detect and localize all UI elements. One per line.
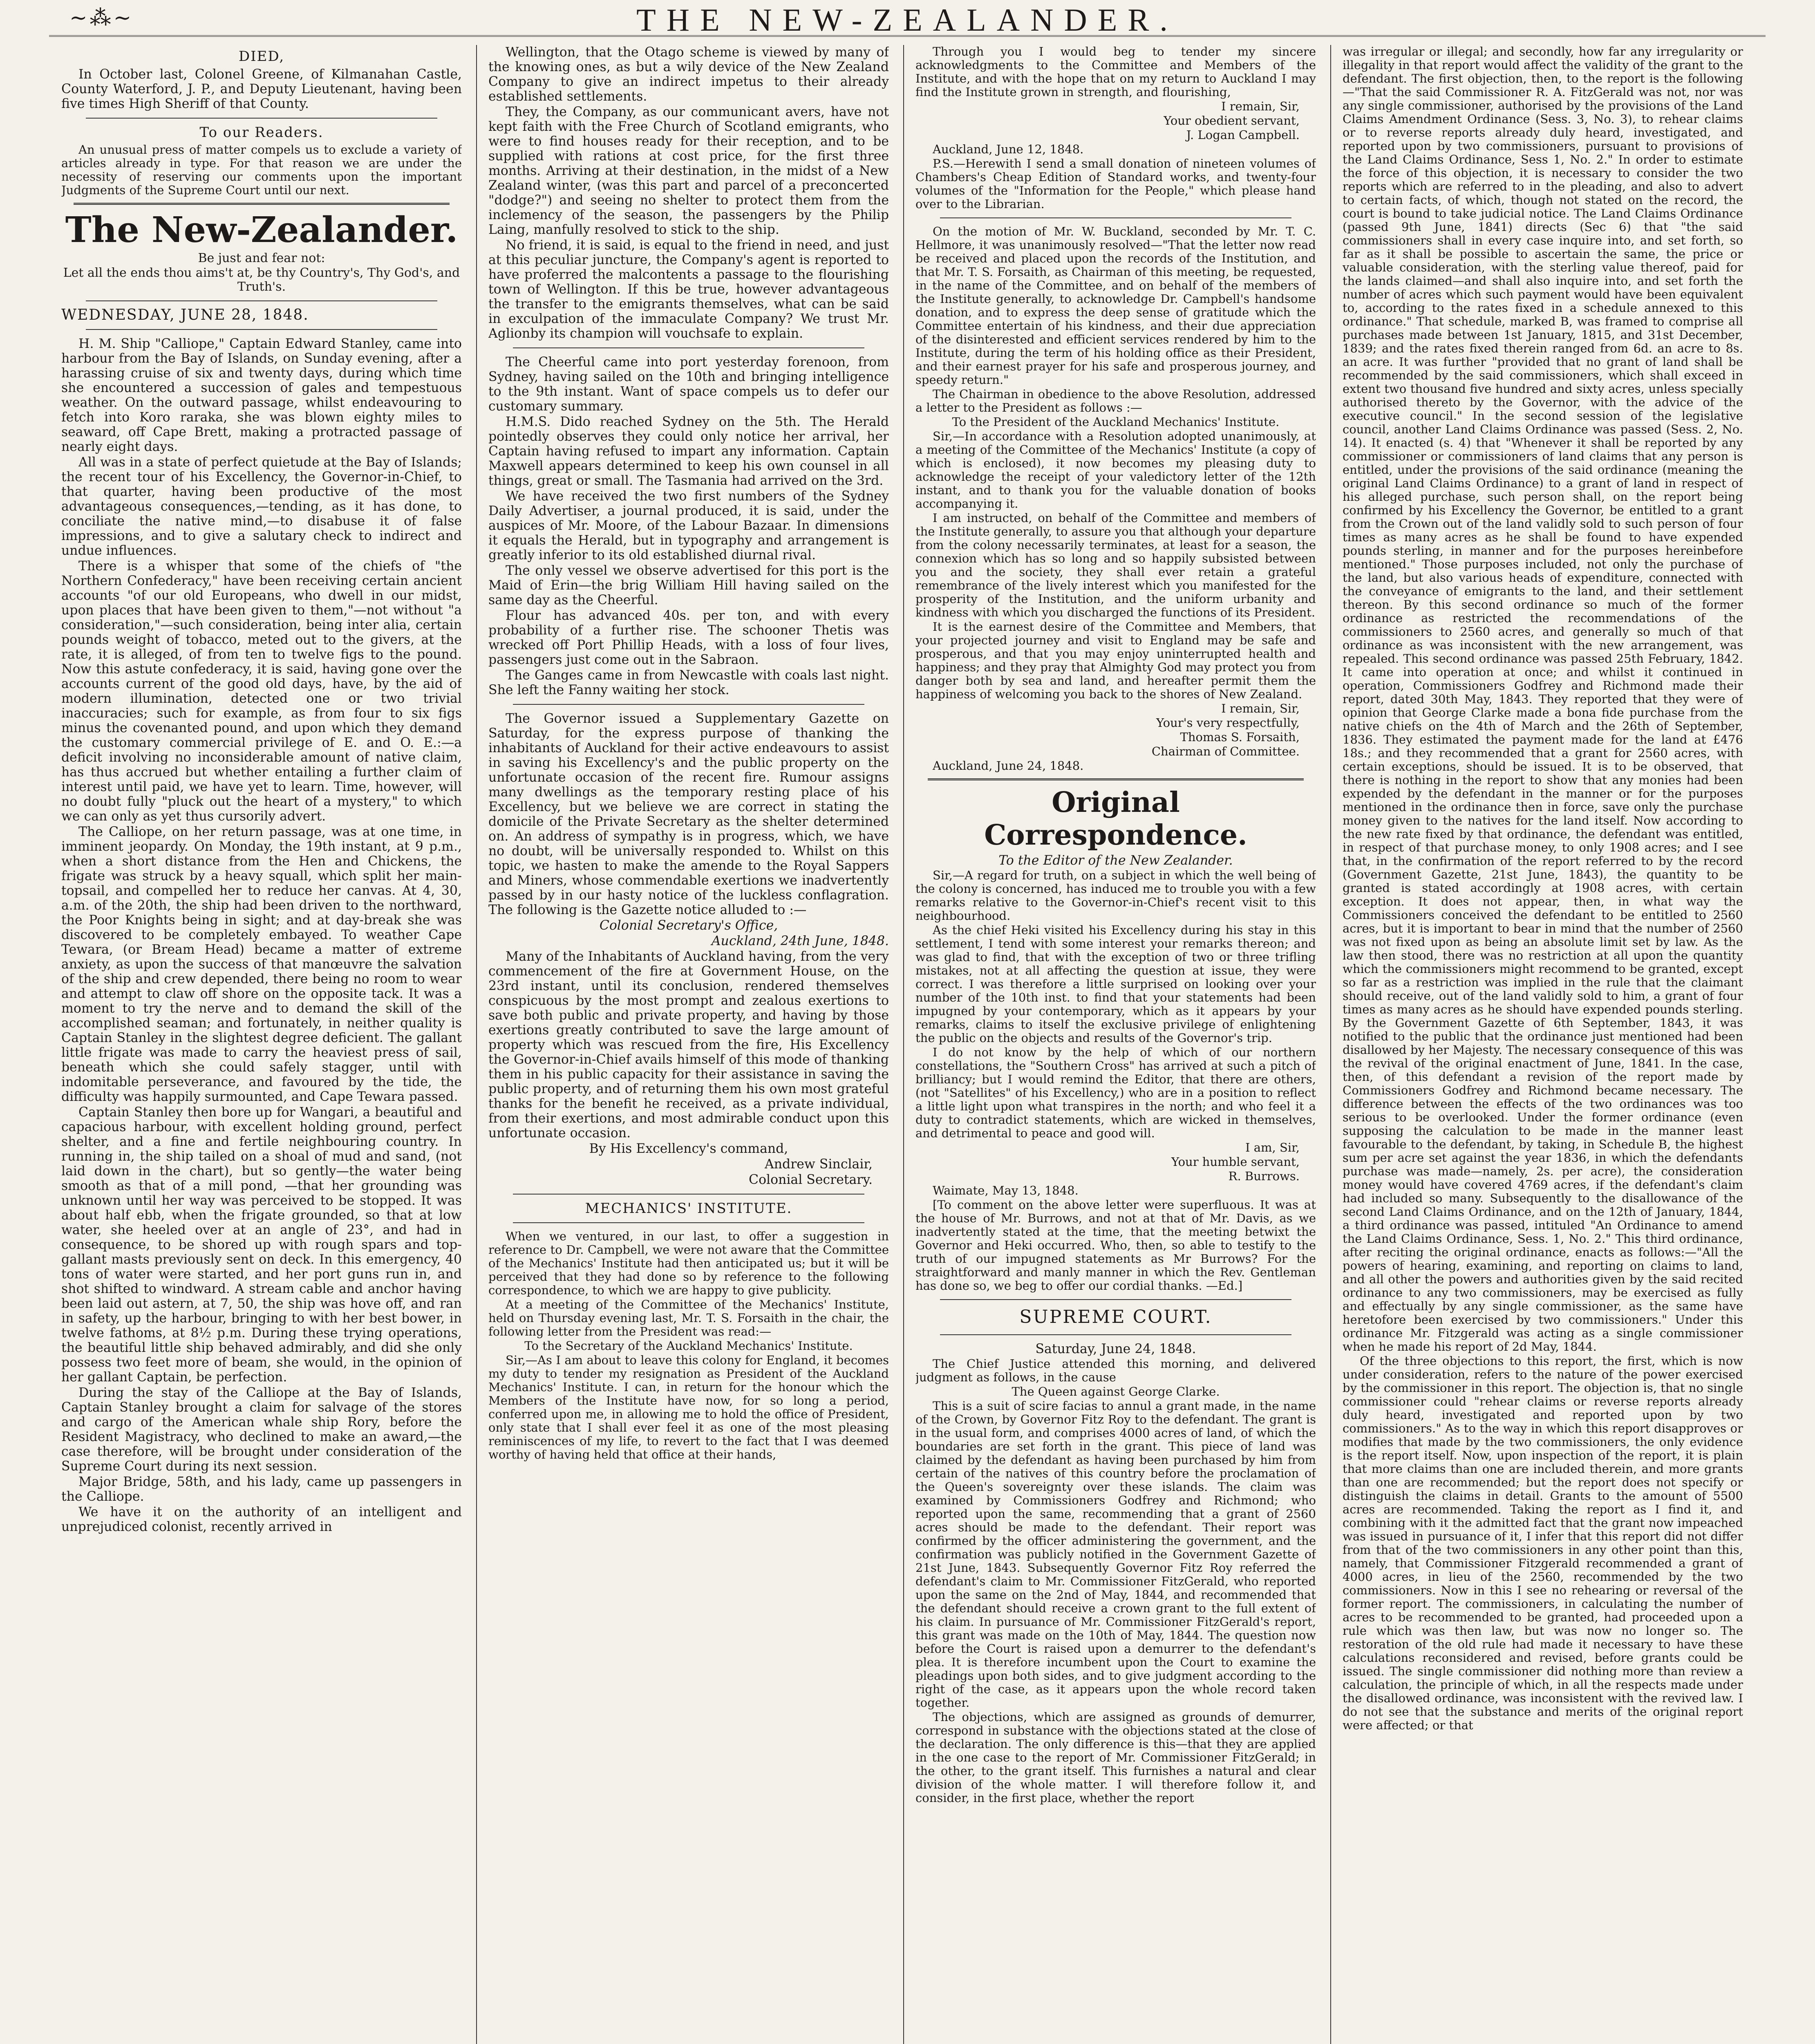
section-rule (940, 217, 1291, 218)
signature-line: Chairman of Committee. (1151, 744, 1300, 758)
gazette-office: Colonial Secretary's Office, (599, 918, 778, 933)
article-paragraph: We have it on the authority of an intelligent and unprejudiced colonist, recently arrived in (61, 1505, 462, 1534)
mechanics-heading: MECHANICS' INSTITUTE. (585, 1200, 792, 1217)
article-paragraph: The Cheerful came into port yesterday forenoon, from Sydney, having sailed on the 10th and bringing intelligence to the 9th instant. Want of space compels us to defer our customary summary. (488, 355, 889, 414)
court-case-title: The Queen against George Clarke. (1012, 1385, 1220, 1399)
article-paragraph: Wellington, that the Otago scheme is viewed by many of the knowing ones, as but a wily device of the New Zealand Company to give an indirect impetus to their already established settlements. (488, 45, 889, 104)
article-paragraph: It is the earnest desire of the Committee and Members, that your projected journey and visit to England may be safe and prosperous, and that you may enjoy uninterrupted health and happiness; and they pray that Almighty God may protect you from danger both by sea and land, and hereafter permit them the happiness of welcoming you back to the shores of New Zealand. (915, 620, 1316, 701)
court-heading: SUPREME COURT. (1019, 1307, 1212, 1327)
signature-line: Your humble servant, (1171, 1155, 1300, 1169)
article-paragraph: The Calliope, on her return passage, was at one time, in imminent jeopardy. On Monday, the 19th instant, at 9 p.m., when a short distance from the Hen and Chickens, the frigate was struck by a heavy squall, which split her main-topsail, and compelled her to reduce her canvas. At 4, 30, a.m. of the 20th, the ship had been driven to the northward, the Poor Knights being in sight; and at day-break she was discovered to be completely embayed. To weather Cape Tewara, (or Bream Head) became a matter of extreme anxiety, as upon the success of that manœuvre the salvation of the ship and crew depended, there being no room to wear and attempt to claw off shore on the opposite tack. It was a moment to try the nerve and to demand the skill of the accomplished seaman; and fortunately, in neither quality is Captain Stanley in the slightest degree deficient. The gallant little frigate was made to carry the heaviest press of sail, beneath which she could safely stagger, until with indomitable perseverance, and favoured by the tide, the difficulty was happily surmounted, and Cape Tewara passed. (61, 825, 462, 1104)
section-rule (940, 1334, 1291, 1335)
article-paragraph: The only vessel we observe advertised for this port is the Maid of Erin—the brig William Hill having sailed on the same day as the Cheerful. (488, 563, 889, 607)
section-rule (928, 778, 1304, 780)
gazette-signature-3: Colonial Secretary. (748, 1172, 873, 1187)
letter-place: Auckland, June 24, 1848. (933, 759, 1084, 773)
article-paragraph: H.M.S. Dido reached Sydney on the 5th. The Herald pointedly observes they could only notice her arrival, her Captain having refused to impart any information. Captain Maxwell appears determined to keep his own counsel in all things, great or small. The Tasmania had arrived on the 3rd. (488, 415, 889, 488)
died-heading: DIED, (238, 48, 285, 65)
paper-title: The New-Zealander. (65, 209, 458, 251)
signature-line: I am, Sir, (1245, 1141, 1300, 1154)
section-rule (86, 329, 437, 330)
gazette-signature-2: Andrew Sinclair, (765, 1157, 873, 1172)
signature-line: I remain, Sir, (1221, 702, 1300, 715)
signature-line: Your obedient servant, (1164, 114, 1300, 128)
section-rule (86, 300, 437, 301)
editor-note: [To comment on the above letter were superfluous. It was at the house of Mr. Burrows, and not at that of Mr. Davis, as we inadvertently stated at the time, that the meeting betwixt the Governor and Heki occurred. Who, then, so able to testify to the truth of our impugned statements as Mr Burrows? For the straightforward and manly manner in which the Rev. Gentleman has done so, we beg to offer our cordial thanks. —Ed.] (915, 1198, 1316, 1293)
gazette-notice: Many of the Inhabitants of Auckland having, from the very commencement of the fire at Government House, on the 23rd instant, until its conclusion, rendered themselves conspicuous by the most prompt and zealous exertions to save both public and private property, and having by those exertions greatly contributed to save the large amount of property which was rescued from the fire, His Excellency the Governor-in-Chief avails himself of this mode of thanking them in his public capacity for their assistance in saving the public property, and of returning them his own most grateful thanks for the benefit he received, as a private individual, from their exertions, and most admirable conduct upon this unfortunate occasion. (488, 949, 889, 1141)
letter-place: Auckland, June 12, 1848. (933, 142, 1084, 156)
article-paragraph: When we ventured, in our last, to offer a suggestion in reference to Dr. Campbell, we were not aware that the Committee of the Mechanics' Institute had then anticipated us; but it will be perceived that they had done so by reference to the following correspondence, to which we are happy to give publicity. (488, 1229, 889, 1297)
signature-line: Your's very respectfully, (1156, 716, 1300, 730)
section-rule (513, 347, 864, 348)
article-paragraph: As the chief Heki visited his Excellency during his stay in this settlement, I tend with some interest your remarks thereon; and was glad to find, that with the exception of two or three trifling mistakes, not at all affecting the question at issue, they were correct. I was therefore a little surprised on looking over your number of the 10th inst. to find that your statements had been impugned by your contemporary, which as it appears by your remarks, claims to itself the exclusive privilege of enlightening the public on the objects and results of the Governor's trip. (915, 923, 1316, 1045)
issue-dateline: WEDNESDAY, JUNE 28, 1848. (61, 307, 309, 323)
motto-line-2: Let all the ends thou aims't at, be thy Country's, Thy God's, and Truth's. (63, 266, 460, 294)
letter-place: Waimate, May 13, 1848. (933, 1183, 1079, 1197)
article-paragraph: I am instructed, on behalf of the Committee and members of the Institute generally, to assure you that although your departure from the colony necessarily terminates, at least for a season, the connexion which has so long and so happily subsisted between you and the society, they shall ever retain a grateful remembrance of the lively interest which you manifested for the prosperity of the Institution, and the uniform urbanity and kindness with which you discharged the functions of its President. (915, 511, 1316, 619)
article-paragraph: The objections, which are assigned as grounds of demurrer, correspond in substance with the objections stated at the close of the declaration. The only difference is this—that they are applied in the one case to the report of Mr. Commissioner FitzGerald; in the other, to the grant itself. This furnishes a natural and clear division of the whole matter. I will therefore follow it, and consider, in the first place, whether the report (915, 1710, 1316, 1805)
article-paragraph: There is a whisper that some of the chiefs of "the Northern Confederacy," have been receiving certain ancient accounts "of our old Europeans, who dwell in our midst, upon places that have been given to them,"—not without "a consideration,"—such consideration, being inter alia, certain pounds weight of tobacco, meted out to the givers, at the rate, it is alleged, of from ten to twelve figs to the pound. Now this astute confederacy, it is said, having gone over the accounts current of the good old days, have, by the aid of modern illumination, detected one or two trivial inaccuracies; such for example, as from four to six figs minus the covenanted pound, and upon which they demand the customary commercial privilege of E. and O. E.:—a deficit involving no inconsiderable amount of native claim, has thus accrued but whether entailing a further claim of interest until paid, we have yet to learn. Time, however, will no doubt fully "pluck out the heart of a mystery," to which we can only as yet thus cursorily advert. (61, 559, 462, 824)
signature-name: R. Burrows. (1228, 1169, 1300, 1183)
died-notice: In October last, Colonel Greene, of Kilmanahan Castle, County Waterford, J. P., and Deputy Lieutenant, having been five times High Sheriff of that County. (61, 67, 462, 111)
masthead-ornament: ~⁂~ (69, 6, 134, 30)
section-rule (86, 118, 437, 119)
masthead (49, 0, 1766, 37)
article-paragraph: No friend, it is said, is equal to the friend in need, and just at this peculiar juncture, the Company's agent is reported to have proferred the malcontents a passage to the flourishing town of Wellington. If this be true, however advantageous the transfer to the emigrants themselves, what can be said in exculpation of the immaculate Company? We trust Mr. Aglionby its champion will vouchsafe to explain. (488, 238, 889, 341)
article-paragraph: The Chairman in obedience to the above Resolution, addressed a letter to the President as follows :— (915, 387, 1316, 415)
section-rule (940, 1299, 1291, 1300)
article-paragraph: We have received the two first numbers of the Sydney Daily Advertiser, a journal produced, it is said, under the auspices of Mr. Moore, of the Labour Bazaar. In dimensions it equals the Herald, but in typography and arrangement is greatly inferior to its old established diurnal rival. (488, 489, 889, 563)
article-paragraph: Major Bridge, 58th, and his lady, came up passengers in the Calliope. (61, 1475, 462, 1504)
article-paragraph: Through you I would beg to tender my sincere acknowledgments to the Committee and Members of the Institute, and with the hope that on my return to Auckland I may find the Institute grown in strength, and flourishing, (915, 45, 1316, 99)
article-paragraph: The Ganges came in from Newcastle with coals last night. She left the Fanny waiting her stock. (488, 668, 889, 697)
article-paragraph: The Chief Justice attended this morning, and delivered judgment as follows, in the cause (915, 1357, 1316, 1384)
column-2 (488, 45, 889, 2044)
article-paragraph: Sir,—In accordance with a Resolution adopted unanimously, at a meeting of the Committee of the Mechanics' Institute (a copy of which is enclosed), it now becomes my pleasing duty to acknowledge the receipt of your valedictory letter of the 12th instant, and to thank you for the valuable donation of books accompanying it. (915, 429, 1316, 511)
court-date: Saturday, June 24, 1848. (1035, 1342, 1196, 1356)
article-paragraph: On the motion of Mr. W. Buckland, seconded by Mr. T. C. Hellmore, it was unanimously resolved—"That the letter now read be received and placed upon the records of the Institution, and that Mr. T. S. Forsaith, as Chairman of this meeting, be requested, in the name of the Committee, and on behalf of the members of the Institute generally, to acknowledge Dr. Campbell's handsome donation, and to express the deep sense of gratitude which the Committee entertain of his kindness, and their due appreciation of the disinterested and efficient services rendered by him to the Institute, during the term of his holding office as their President, and their earnest prayer for his safe and prosperous journey, and speedy return." (915, 224, 1316, 387)
section-rule (513, 704, 864, 705)
article-paragraph: The Governor issued a Supplementary Gazette on Saturday, for the express purpose of thanking the inhabitants of Auckland for their active endeavours to assist in saving his Excellency's and the public property on the unfortunate occasion of the recent fire. Rumour assigns many dwellings as the temporary resting place of his Excellency, but we believe we are correct in stating the domicile of the Private Secretary as the shelter determined on. An address of sympathy is in progress, which, we have no doubt, will be universally responded to. Whilst on this topic, we hasten to make the amende to the Royal Sappers and Miners, whose commendable exertions we inadvertently passed by in our hasty notice of the luckless conflagration. The following is the Gazette notice alluded to :— (488, 711, 889, 917)
section-rule (513, 1194, 864, 1195)
article-paragraph: Flour has advanced 40s. per ton, and with every probability of a further rise. The schooner Thetis was wrecked off Port Phillip Heads, with a loss of four lives, passengers just come out in the Sabraon. (488, 608, 889, 667)
column-rule (1330, 45, 1331, 2044)
section-rule (74, 203, 450, 205)
article-paragraph: During the stay of the Calliope at the Bay of Islands, Captain Stanley brought a claim for salvage of the stores and cargo of the American whale ship Rory, before the Resident Magistracy, who declined to make an award,—the case therefore, will be brought under consideration of the Supreme Court during its next session. (61, 1385, 462, 1474)
article-paragraph: Sir,—As I am about to leave this colony for England, it becomes my duty to tender my resignation as President of the Auckland Mechanics' Institute. I can, in return for the honour which the Members of the Institute have now, for so long a period, conferred upon me, in allowing me to hold the office of President, only state that I shall ever feel it as one of the most pleasing reminiscences of my life, to revert to the fact that I was deemed worthy of having held that office at their hands, (488, 1353, 889, 1461)
article-paragraph: They, the Company, as our communicant avers, have not kept faith with the Free Church of Scotland emigrants, who were to find houses ready for their reception, and to be supplied with rations at cost price, for the first three months. Arriving at their destination, in the midst of a New Zealand winter, (was this part and parcel of a preconcerted "dodge?") and seeing no shelter to protect them from the inclemency of the season, the passengers by the Philip Laing, manfully resolved to stick to the ship. (488, 105, 889, 237)
postscript: P.S.—Herewith I send a small donation of nineteen volumes of Chambers's Cheap Edition of Standard works, and twenty-four volumes of the "Information for the People," which please hand over to the Librarian. (915, 157, 1316, 211)
readers-notice: An unusual press of matter compels us to exclude a variety of articles already in type. For that reason we are under the necessity of reserving our comments upon the important Judgments of the Supreme Court until our next. (61, 143, 462, 197)
article-paragraph: At a meeting of the Committee of the Mechanics' Institute, held on Thursday evening last, Mr. T. S. Forsaith in the chair, the following letter from the President was read:— (488, 1298, 889, 1338)
column-1 (61, 45, 462, 2044)
letter-address: To the President of the Auckland Mechanics' Institute. (952, 415, 1280, 429)
section-rule (513, 1222, 864, 1223)
article-paragraph: I do not know by the help of which of our northern constellations, the "Southern Cross" has arrived at such a pitch of brilliancy; but I would remind the Editor, that there are others, (not "Satellites" of his Excellency,) who are in a position to reflect a little light upon what transpires in the north; and who feel it a duty to contradict statements, which are wicked in themselves, and detrimental to peace and good will. (915, 1045, 1316, 1140)
correspondence-heading: Original Correspondence. (984, 786, 1247, 852)
article-paragraph: H. M. Ship "Calliope," Captain Edward Stanley, came into harbour from the Bay of Islands, on Sunday evening, after a harassing cruise of six and twenty days, during which time she encountered a succession of gales and tempestuous weather. On the outward passage, whilst endeavouring to fetch into Koro raraka, she was blown eighty miles to seaward, off Cape Brett, making a protracted passage of nearly eight days. (61, 336, 462, 454)
newspaper-nameplate: THE NEW-ZEALANDER. (636, 2, 1178, 38)
column-rule (903, 45, 904, 2044)
article-paragraph: was irregular or illegal; and secondly, how far any irregularity or illegality in that report would affect the validity of the grant to the defendant. The first objection, then, to the report is the following—"That the said Commissioner R. A. FitzGerald was not, nor was any single commissioner, authorised by the provisions of the Land Claims Amendment Ordinance (Sess. 3, No. 3), to rehear claims or to reverse reports already duly heard, investigated, and reported upon by two commissioners, pursuant to provisions of the Land Claims Ordinance, Sess 1, No. 2." In order to estimate the force of this objection, it is necessary to consider the two reports which are referred to in the pleading, and also to advert to certain facts, of which, though not stated on the record, the court is bound to take judicial notice. The Land Claims Ordinance (passed 9th June, 1841) directs (Sec 6) that "the said commissioners shall in every case inquire into, and set forth, so far as it shall be possible to ascertain the same, the price or valuable consideration, with the sterling value thereof, paid for the lands claimed—and shall also inquire into, and set forth the number of acres which such payment would have been equivalent to, according to the rates fixed in a schedule annexed to this ordinance." That schedule, marked B, was framed to comprise all purchases made between 1st January, 1815, and 31st December, 1839; and the rates fixed therein ranged from 6d. an acre to 8s. an acre. It was further "provided that no grant of land shall be recommended by the said commissioners, which shall exceed in extent two thousand five hundred and sixty acres, unless specially authorised thereto by the Governor, with the advice of the executive council." In the second session of the legislative council, another Land Claims Ordinance was passed (Sess. 2, No. 14). It enacted (s. 4) that "Whenever it shall be reported by any commissioner or commissioners of land claims that any person is entitled, under the provisions of the said ordinance (meaning the original Land Claims Ordinance) to a grant of land in respect of his alleged purchase, such person shall, on the report being confirmed by his Excellency the Governor, be entitled to a grant from the Crown out of the land validly sold to such person of four times as many acres as he shall be found to have expended pounds sterling, in manner and for the purposes hereinbefore mentioned." Those purposes included, not only the purchase of the land, but also various heads of expenditure, connected with the conveyance of emigrants to the land, and their settlement thereon. By this second ordinance so much of the former ordinance as restricted the recommendations of the commissioners to 2560 acres, and generally so much of that ordinance as was inconsistent with the new arrangement, was repealed. This second ordinance was passed 25th February, 1842. It came into operation at once; and whilst it continued in operation, Commissioners Godfrey and Richmond made their report, dated 30th May, 1843. They reported that they were of opinion that George Clarke made a bona fide purchase from the native chiefs on the 4th of March and the 26th of September, 1836. They estimated the payment made for the land at £476 18s.; and they recommended that a grant for 2560 acres, with certain exceptions, should be issued. It is to be observed, that there is nothing in the report to show that any monies had been expended by the defendant in the manner or for the purposes mentioned in the ordinance then in force, save only the purchase money given to the natives for the land itself. Now according to the new rate fixed by that ordinance, the defendant was entitled, in respect of that purchase money, to only 1908 acres; and I see that, in the confirmation of the report referred to by the record (Government Gazette, 21st June, 1843), the quantity to be granted is stated accordingly at 1908 acres, with certain exception. It does not appear, then, in what way the Commissioners conceived the defendant to be entitled to 2560 acres, but it is important to bear in mind that the number of 2560 was not fixed upon as being an absolute limit set by law. As the law then stood, there was no restriction at all upon the quantity which the commissioners might recommend to be granted, except so far as a restriction was implied in the rule that the claimant should receive, out of the land validly sold to him, a grant of four times as many acres as he should have expended pounds sterling. By the Government Gazette of 6th September, 1843, it was notified to the public that the ordinance just mentioned had been disallowed by her Majesty. The necessary consequence of this was the revival of the original enactment of June, 1841. In the case, then, of this defendant a revision of the report made by Commissioners Godfrey and Richmond became necessary. The difference between the effects of the two ordinances was too serious to be overlooked. Under the former ordinance (even supposing the calculation to be made in the manner least favourable to the defendant, by taking, in Schedule B, the highest sum per acre set against the year 1836, in which the defendants purchase was made—namely, 2s. per acre), the consideration money would have covered 4769 acres, if the defendant's claim had included so many. Subsequently to the disallowance of the second Land Claims Ordinance, and on the 12th of January, 1844, a third ordinance was passed, intituled "An Ordinance to amend the Land Claims Ordinance, Sess. 1, No. 2." This third ordinance, after reciting the original ordinance, enacts as follows:—"All the powers of hearing, examining, and reporting on claims to land, and all other the powers and authorities given by the said recited ordinance to any two commissioners, may be exercised as fully and effectually by any single commissioner, as the same have heretofore been exercised by two commissioners." Under this ordinance Mr. Fitzgerald was acting as a single commissioner when he made his report of 2d May, 1844. (1343, 45, 1743, 1354)
column-4 (1343, 45, 1743, 2044)
signature-name: Thomas S. Forsaith, (1180, 730, 1300, 744)
article-paragraph: This is a suit of scire facias to annul a grant made, in the name of the Crown, by Governor Fitz Roy to the defendant. The grant is in the usual form, and comprises 4000 acres of land, of which the boundaries are set forth in the grant. This piece of land was claimed by the defendant as having been purchased by him from certain of the natives of this country before the proclamation of the Queen's sovereignty over these islands. The claim was examined by Commissioners Godfrey and Richmond; who reported upon the same, recommending that a grant of 2560 acres should be made to the defendant. Their report was confirmed by the officer administering the government, and the confirmation was publicly notified in the Government Gazette of 21st June, 1843. Subsequently Governor Fitz Roy referred the defendant's claim to Mr. Commissioner FitzGerald, who reported upon the same on the 2nd of May, 1844, and recommended that the defendant should receive a crown grant to the full extent of his claim. In pursuance of Mr. Commissioner FitzGerald's report, this grant was made on the 10th of May, 1844. The question now before the Court is raised upon a demurrer to the defendant's plea. It is therefore incumbent upon the Court to examine the pleadings upon both sides, and to give judgment according to the right of the case, as it appears upon the whole record taken together. (915, 1399, 1316, 1710)
letter-address: To the Secretary of the Auckland Mechanics' Institute. (524, 1339, 853, 1353)
article-paragraph: Sir,—A regard for truth, on a subject in which the well being of the colony is concerned, has induced me to trouble you with a few remarks relative to the Governor-in-Chief's recent visit to this neighbourhood. (915, 868, 1316, 923)
article-paragraph: Of the three objections to this report, the first, which is now under consideration, refers to the nature of the power exercised by the commissioner in this report. The objection is, that no single commissioner could "rehear claims or reverse reports already duly heard, investigated and reported upon by two commissioners." As to the way in which this report disapproves or modifies that made by the two commissioners, the only evidence is the report itself. Now, upon inspection of the report, it is plain that more claims than one are included therein, and more grants than one are recommended; but the report does not specify or distinguish the claims in detail. Grants to the amount of 5500 acres are recommended. Taking the report as I find it, and combining with it the admitted fact that the grant now impeached was issued in pursuance of it, I infer that this report did not differ from that of the two commissioners in any other point than this, namely, that Commissioner Fitzgerald recommended a grant of 4000 acres, in lieu of the 2560, recommended by the two commissioners. Now in this I see no rehearing or reversal of the former report. The commissioners, in calculating the number of acres to be recommended to be granted, had proceeded upon a rule which was then law, but was now no longer so. The restoration of the old rule had made it necessary to have these calculations reconsidered and revised, before grants could be issued. The single commissioner did nothing more than review a calculation, the principle of which, in all the respects made under the disallowed ordinance, was inconsistent with the revived law. I do not see that the substance and merits of the original report were affected; or that (1343, 1354, 1743, 1732)
readers-heading: To our Readers. (199, 124, 324, 141)
gazette-date: Auckland, 24th June, 1848. (711, 934, 889, 948)
column-rule (476, 45, 477, 2044)
article-paragraph: Captain Stanley then bore up for Wangari, a beautiful and capacious harbour, with excellent holding ground, perfect shelter, and a fine and fertile neighbouring country. In running in, the ship tailed on a shoal of mud and sand, (not laid down in the chart), but so gently—the water being smooth as that of a mill pond, —that her grounding was unknown until her way was perceived to be stopped. It was about half ebb, when the frigate grounded, so that at low water, she heeled over at an angle of 23°, and had in consequence, to be shored up with rough spars and top-gallant masts previously sent on deck. In this emergency, 40 tons of water were started, and her port guns run in, and shot shifted to windward. A stream cable and anchor having been laid out astern, at 7, 50, the ship was hove off, and ran in safety, up the harbour, bringing to with her best bower, in twelve fathoms, at 8½ p.m. During these trying operations, the beautiful little ship behaved admirably, and did she only possess two feet more of beam, she would, in the opinion of her gallant Captain, be perfection. (61, 1105, 462, 1385)
signature-name: J. Logan Campbell. (1186, 128, 1300, 142)
gazette-signature-1: By His Excellency's command, (589, 1141, 788, 1156)
article-paragraph: All was in a state of perfect quietude at the Bay of Islands; the recent tour of his Excellency, the Governor-in-Chief, to that quarter, having been productive of the most advantageous consequences,—tending, as it has done, to conciliate the native mind,—to disabuse it of false impressions, and to give a salutary check to indirect and undue influences. (61, 455, 462, 558)
motto-line-1: Be just and fear not: (198, 251, 325, 265)
column-3 (915, 45, 1316, 2044)
signature-line: I remain, Sir, (1221, 99, 1300, 113)
correspondence-subheading: To the Editor of the New Zealander. (998, 853, 1233, 868)
